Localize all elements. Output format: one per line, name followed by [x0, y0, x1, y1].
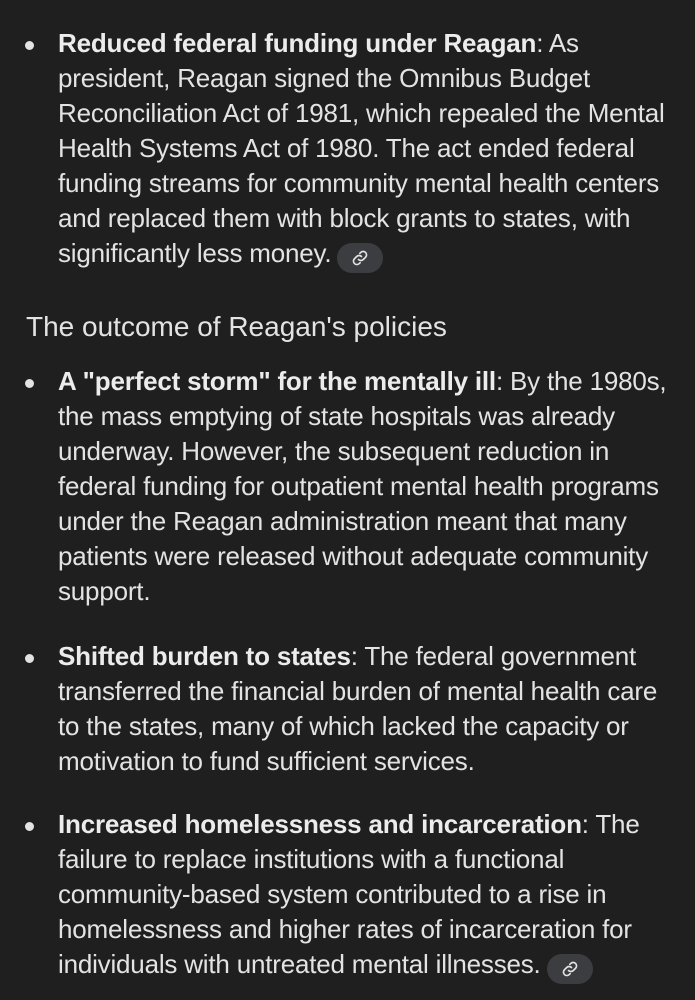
list-item-text: [58, 639, 678, 779]
list-item-body: The failure to replace institutions with a functional community-based system contributed to a rise in homelessness and higher rates of incarceration for individuals with untreated mental illnesses.: [58, 809, 640, 979]
list-item-title: A "perfect storm" for the mentally ill: [58, 366, 496, 396]
list-item-body: By the 1980s, the mass emptying of state hospitals was already underway. However, the subsequent reduction in federal funding for outpatient mental health programs under the Reagan administration meant that many patients were released without adequate community support.: [58, 366, 667, 606]
bullet-dot: [25, 822, 34, 831]
list-item-separator: :: [350, 641, 365, 671]
list-item-text: [58, 364, 678, 609]
bullet-dot: [25, 379, 34, 388]
link-icon: [351, 249, 369, 267]
list-item-separator: :: [581, 809, 596, 839]
list-item-text: [58, 807, 678, 984]
list-item-title: Reduced federal funding under Reagan: [58, 28, 537, 58]
list-item-title: Shifted burden to states: [58, 641, 351, 671]
list-item-title: Increased homelessness and incarceration: [58, 809, 582, 839]
source-link-button[interactable]: [547, 954, 593, 984]
list-item-body: The federal government transferred the financial burden of mental health care to the states, many of which lacked the capacity or motivation to fund sufficient services.: [58, 641, 658, 776]
bullet-dot: [25, 654, 34, 663]
list-item-text: [58, 26, 678, 273]
link-icon: [561, 960, 579, 978]
bullet-dot: [25, 41, 34, 50]
list-item-separator: :: [495, 366, 511, 396]
list-item-separator: :: [536, 28, 549, 58]
section-heading: The outcome of Reagan's policies: [26, 311, 447, 342]
list-item-body: As president, Reagan signed the Omnibus Budget Reconciliation Act of 1981, which repealed the Mental Health Systems Act of 1980. The act ended federal funding streams for community mental health centers and replaced them with block grants to states, with significantly less money.: [58, 28, 665, 268]
source-link-button[interactable]: [337, 243, 383, 273]
